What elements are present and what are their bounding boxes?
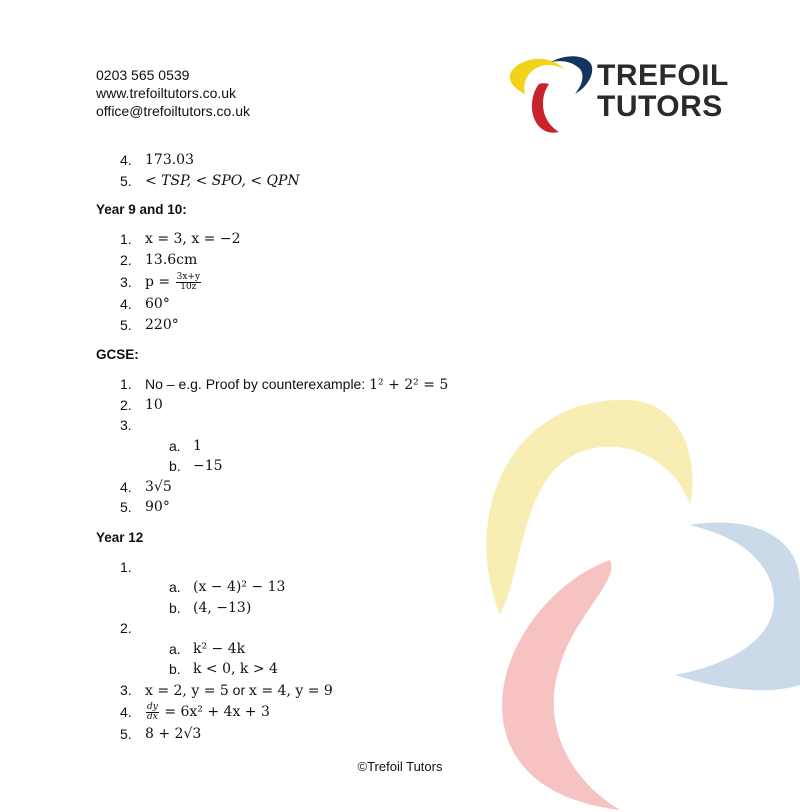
section-heading-year-12: Year 12 [96,529,144,545]
item-number: 5. [120,316,132,333]
item-letter: b. [169,458,181,474]
website-link[interactable]: www.trefoiltutors.co.uk [96,85,237,101]
list-item [96,618,696,639]
list-item [96,680,696,701]
answer-math: 1² + 2² = 5 [369,377,449,393]
list-item [96,315,696,336]
item-number: 3. [120,681,132,698]
fraction [176,273,201,292]
year-12-list [96,557,696,745]
item-answer [145,700,270,724]
item-number: 1. [120,376,132,392]
item-answer: (x − 4)² − 13 [193,579,286,595]
item-answer: (4, −13) [193,599,252,616]
sub-list-item [96,577,696,598]
item-answer: k < 0, k > 4 [193,661,278,677]
item-answer: x = 3, x = −2 [145,231,241,247]
email-link[interactable]: office@trefoiltutors.co.uk [96,103,251,119]
equation-lhs: p = [145,274,171,290]
item-number: 5. [120,499,132,515]
item-number: 4. [120,478,132,495]
answer-connector: or [232,681,246,698]
item-answer [145,680,333,702]
item-answer: 90° [145,499,170,515]
item-answer: 220° [145,316,179,333]
item-number: 4. [120,152,132,168]
list-item [96,374,696,395]
item-number: 1. [120,558,132,575]
year-9-10-list [96,229,696,335]
item-number: 4. [120,704,132,720]
top-list [96,150,696,191]
item-letter: b. [169,599,181,616]
item-answer: 10 [145,396,163,413]
item-answer: 1 [193,437,202,454]
item-number: 5. [120,726,132,742]
list-item [96,270,696,294]
list-item [96,415,696,436]
item-number: 2. [120,251,132,268]
item-number: 3. [120,417,132,433]
item-number: 3. [120,274,132,290]
logo-blue-swoosh [551,56,592,94]
derivative-fraction [146,703,159,722]
answer-math-1: x = 2, y = 5 [145,682,229,699]
item-number: 4. [120,296,132,312]
sub-list-item [96,436,696,457]
item-answer: 60° [145,296,170,312]
section-heading-year-9-10: Year 9 and 10: [96,202,187,217]
gcse-list [96,374,696,518]
logo-wordmark [597,60,729,122]
trefoil-mark-icon [505,50,597,140]
list-item [96,150,696,171]
item-number: 1. [120,231,132,247]
item-answer: k² − 4k [193,640,246,657]
list-item [96,497,696,518]
item-letter: a. [169,640,181,657]
item-answer: 3√5 [145,478,172,495]
list-item [96,477,696,498]
list-item [96,724,696,745]
item-number: 2. [120,620,132,636]
item-answer [145,374,448,396]
phone-number: 0203 565 0539 [96,67,190,83]
sub-list-item [96,659,696,680]
list-item [96,557,696,578]
section-heading-gcse: GCSE: [96,347,139,362]
list-item [96,700,696,724]
list-item [96,294,696,315]
sub-list-item [96,456,696,477]
logo-line-1: TREFOIL [597,59,729,92]
fraction-denominator: 10z [176,282,201,292]
item-answer [145,270,202,294]
sub-list-item [96,598,696,619]
item-answer: < TSP, < SPO, < QPN [145,172,300,189]
logo-line-2: TUTORS [597,90,723,123]
fraction-denominator: dx [147,711,158,722]
footer-copyright: ©Trefoil Tutors [357,759,443,774]
equation-rhs: = 6x² + 4x + 3 [164,704,270,720]
item-answer: 8 + 2√3 [145,726,202,742]
item-answer: 13.6cm [145,251,198,268]
item-answer: −15 [193,458,223,474]
contact-block [96,66,250,120]
list-item [96,250,696,271]
list-item [96,229,696,250]
answer-text: No – e.g. Proof by counterexample: [145,376,366,392]
list-item [96,171,696,192]
trefoil-tutors-logo [505,50,735,140]
item-letter: a. [169,579,181,595]
fraction-numerator: 3x+y [176,271,201,282]
item-letter: a. [169,437,181,454]
fraction-numerator: dy [147,701,158,712]
logo-red-swoosh [532,83,559,132]
item-number: 5. [120,172,132,189]
item-answer: 173.03 [145,152,194,168]
sub-list-item [96,639,696,660]
answers-content [96,150,696,745]
item-number: 2. [120,396,132,413]
answer-math-2: x = 4, y = 9 [249,682,333,699]
item-letter: b. [169,661,181,677]
list-item [96,395,696,416]
